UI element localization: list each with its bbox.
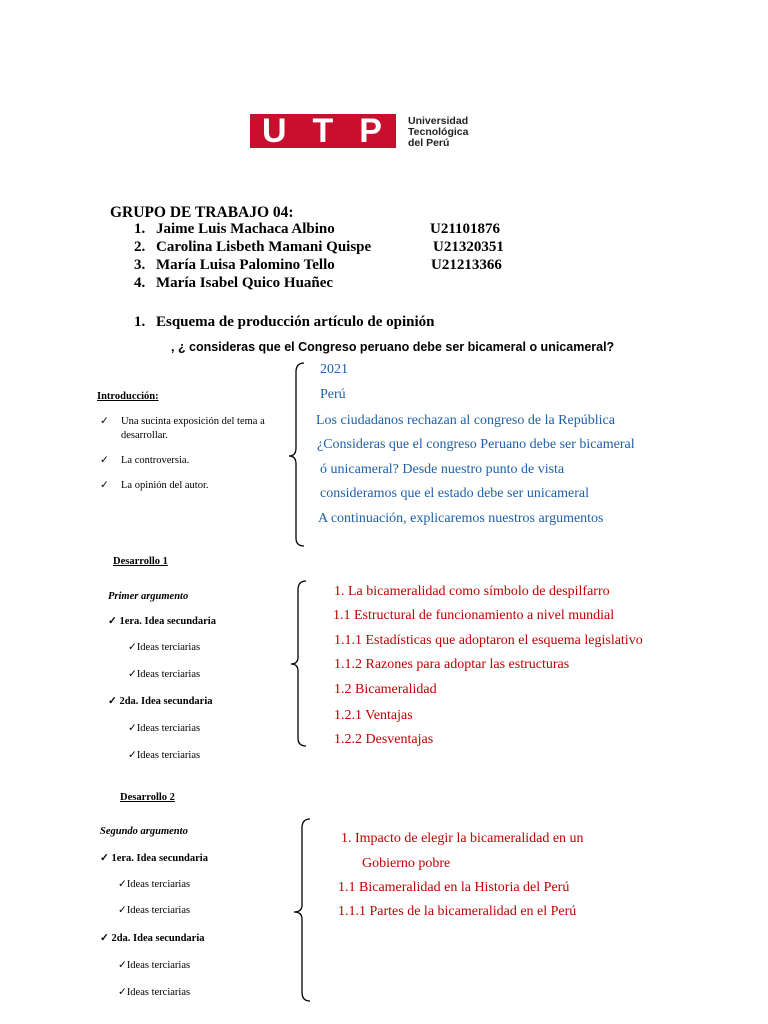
desarrollo2-answer: 1. Impacto de elegir la bicameralidad en un: [341, 831, 584, 846]
terciaria-label: Ideas terciarias: [126, 879, 191, 890]
intro-item: desarrollar.: [121, 430, 168, 441]
desarrollo1-answer: 1.1 Estructural de funcionamiento a nivel mundial: [333, 608, 615, 623]
logo-letter-p: P: [359, 111, 384, 150]
terciaria-label: Ideas terciarias: [136, 642, 201, 653]
member-num: 1.: [134, 221, 146, 237]
member-name: María Isabel Quico Huañec: [156, 275, 334, 291]
desarrollo1-heading: Desarrollo 1: [113, 556, 168, 567]
check-icon: ✓: [100, 416, 109, 427]
intro-answer: Perú: [320, 387, 346, 402]
desarrollo1-answer: 1.2.1 Ventajas: [334, 708, 413, 723]
check-icon: ✓: [100, 933, 112, 944]
check-icon: ✓: [108, 696, 120, 707]
desarrollo1-answer: 1.1.1 Estadísticas que adoptaron el esquema legislativo: [334, 633, 643, 648]
logo-text-line: Universidad: [408, 115, 469, 127]
member-code: U21320351: [433, 239, 504, 255]
logo-letter-t: T: [312, 111, 336, 150]
desarrollo1-brace: [288, 578, 312, 750]
terciaria-label: Ideas terciarias: [136, 750, 201, 761]
logo-text-line: del Perú: [408, 137, 450, 149]
terciaria-item: [128, 749, 200, 761]
check-icon: ✓: [128, 642, 137, 653]
desarrollo1-answer: 1.2 Bicameralidad: [334, 682, 437, 697]
terciaria-item: [128, 722, 200, 734]
member-num: 4.: [134, 275, 146, 291]
logo-letter-u: U: [261, 111, 289, 150]
check-icon: ✓: [118, 879, 127, 890]
check-icon: ✓: [128, 750, 137, 761]
desarrollo2-heading: Desarrollo 2: [120, 792, 175, 803]
intro-heading: Introducción:: [97, 391, 159, 402]
desarrollo2-brace: [290, 816, 316, 1006]
check-icon: ✓: [118, 905, 127, 916]
check-icon: ✓: [118, 987, 127, 998]
terciaria-item: [128, 641, 200, 653]
logo-text-line: Tecnológica: [408, 126, 469, 138]
section-title: Esquema de producción artículo de opinión: [156, 314, 435, 330]
desarrollo2-idea1: [100, 852, 208, 864]
terciaria-item: [118, 878, 190, 890]
idea-label: 1era. Idea secundaria: [111, 853, 208, 864]
intro-answer: A continuación, explicaremos nuestros argumentos: [318, 511, 604, 526]
intro-item: Una sucinta exposición del tema a: [121, 416, 265, 427]
utp-logo: [250, 111, 396, 150]
intro-answer: Los ciudadanos rechazan al congreso de la República: [316, 413, 615, 428]
check-icon: ✓: [128, 669, 137, 680]
member-name: María Luisa Palomino Tello: [156, 257, 335, 273]
terciaria-label: Ideas terciarias: [136, 669, 201, 680]
desarrollo1-answer: 1.1.2 Razones para adoptar las estructuras: [334, 657, 570, 672]
desarrollo2-answer: 1.1.1 Partes de la bicameralidad en el Perú: [338, 904, 577, 919]
member-num: 2.: [134, 239, 146, 255]
terciaria-label: Ideas terciarias: [126, 905, 191, 916]
member-code: U21101876: [430, 221, 501, 237]
check-icon: ✓: [100, 480, 109, 491]
intro-item: La opinión del autor.: [121, 480, 209, 491]
idea-label: 2da. Idea secundaria: [111, 933, 205, 944]
desarrollo1-answer: 1.2.2 Desventajas: [334, 732, 434, 747]
section-num: 1.: [134, 314, 146, 330]
intro-answer: consideramos que el estado debe ser unicameral: [320, 486, 590, 501]
logo-text: [408, 116, 468, 149]
intro-answer: 2021: [320, 362, 348, 377]
desarrollo2-answer: Gobierno pobre: [362, 856, 451, 871]
member-code: U21213366: [431, 257, 502, 273]
check-icon: ✓: [108, 616, 120, 627]
check-icon: ✓: [118, 960, 127, 971]
desarrollo1-idea2: [108, 695, 213, 707]
intro-brace: [286, 360, 310, 550]
terciaria-label: Ideas terciarias: [126, 960, 191, 971]
check-icon: ✓: [128, 723, 137, 734]
desarrollo1-idea1: [108, 615, 216, 627]
terciaria-item: [118, 904, 190, 916]
intro-answer: ¿Consideras que el congreso Peruano debe ser bicameral: [317, 437, 635, 452]
terciaria-label: Ideas terciarias: [126, 987, 191, 998]
desarrollo1-argument: Primer argumento: [108, 591, 189, 602]
member-name: Carolina Lisbeth Mamani Quispe: [156, 239, 372, 255]
terciaria-item: [118, 959, 190, 971]
terciaria-item: [118, 986, 190, 998]
section-question: , ¿ consideras que el Congreso peruano debe ser bicameral o unicameral?: [171, 340, 615, 354]
idea-label: 1era. Idea secundaria: [119, 616, 216, 627]
member-num: 3.: [134, 257, 146, 273]
logo-letters: [250, 111, 396, 150]
group-title: GRUPO DE TRABAJO 04:: [110, 204, 294, 221]
intro-item: La controversia.: [121, 455, 190, 466]
desarrollo1-answer: 1. La bicameralidad como símbolo de despilfarro: [334, 584, 610, 599]
desarrollo2-answer: 1.1 Bicameralidad en la Historia del Perú: [338, 880, 570, 895]
desarrollo2-idea2: [100, 932, 205, 944]
terciaria-item: [128, 668, 200, 680]
idea-label: 2da. Idea secundaria: [119, 696, 213, 707]
desarrollo2-argument: Segundo argumento: [100, 826, 188, 837]
member-name: Jaime Luis Machaca Albino: [156, 221, 335, 237]
check-icon: ✓: [100, 853, 112, 864]
intro-answer: ó unicameral? Desde nuestro punto de vista: [320, 462, 565, 477]
terciaria-label: Ideas terciarias: [136, 723, 201, 734]
check-icon: ✓: [100, 455, 109, 466]
